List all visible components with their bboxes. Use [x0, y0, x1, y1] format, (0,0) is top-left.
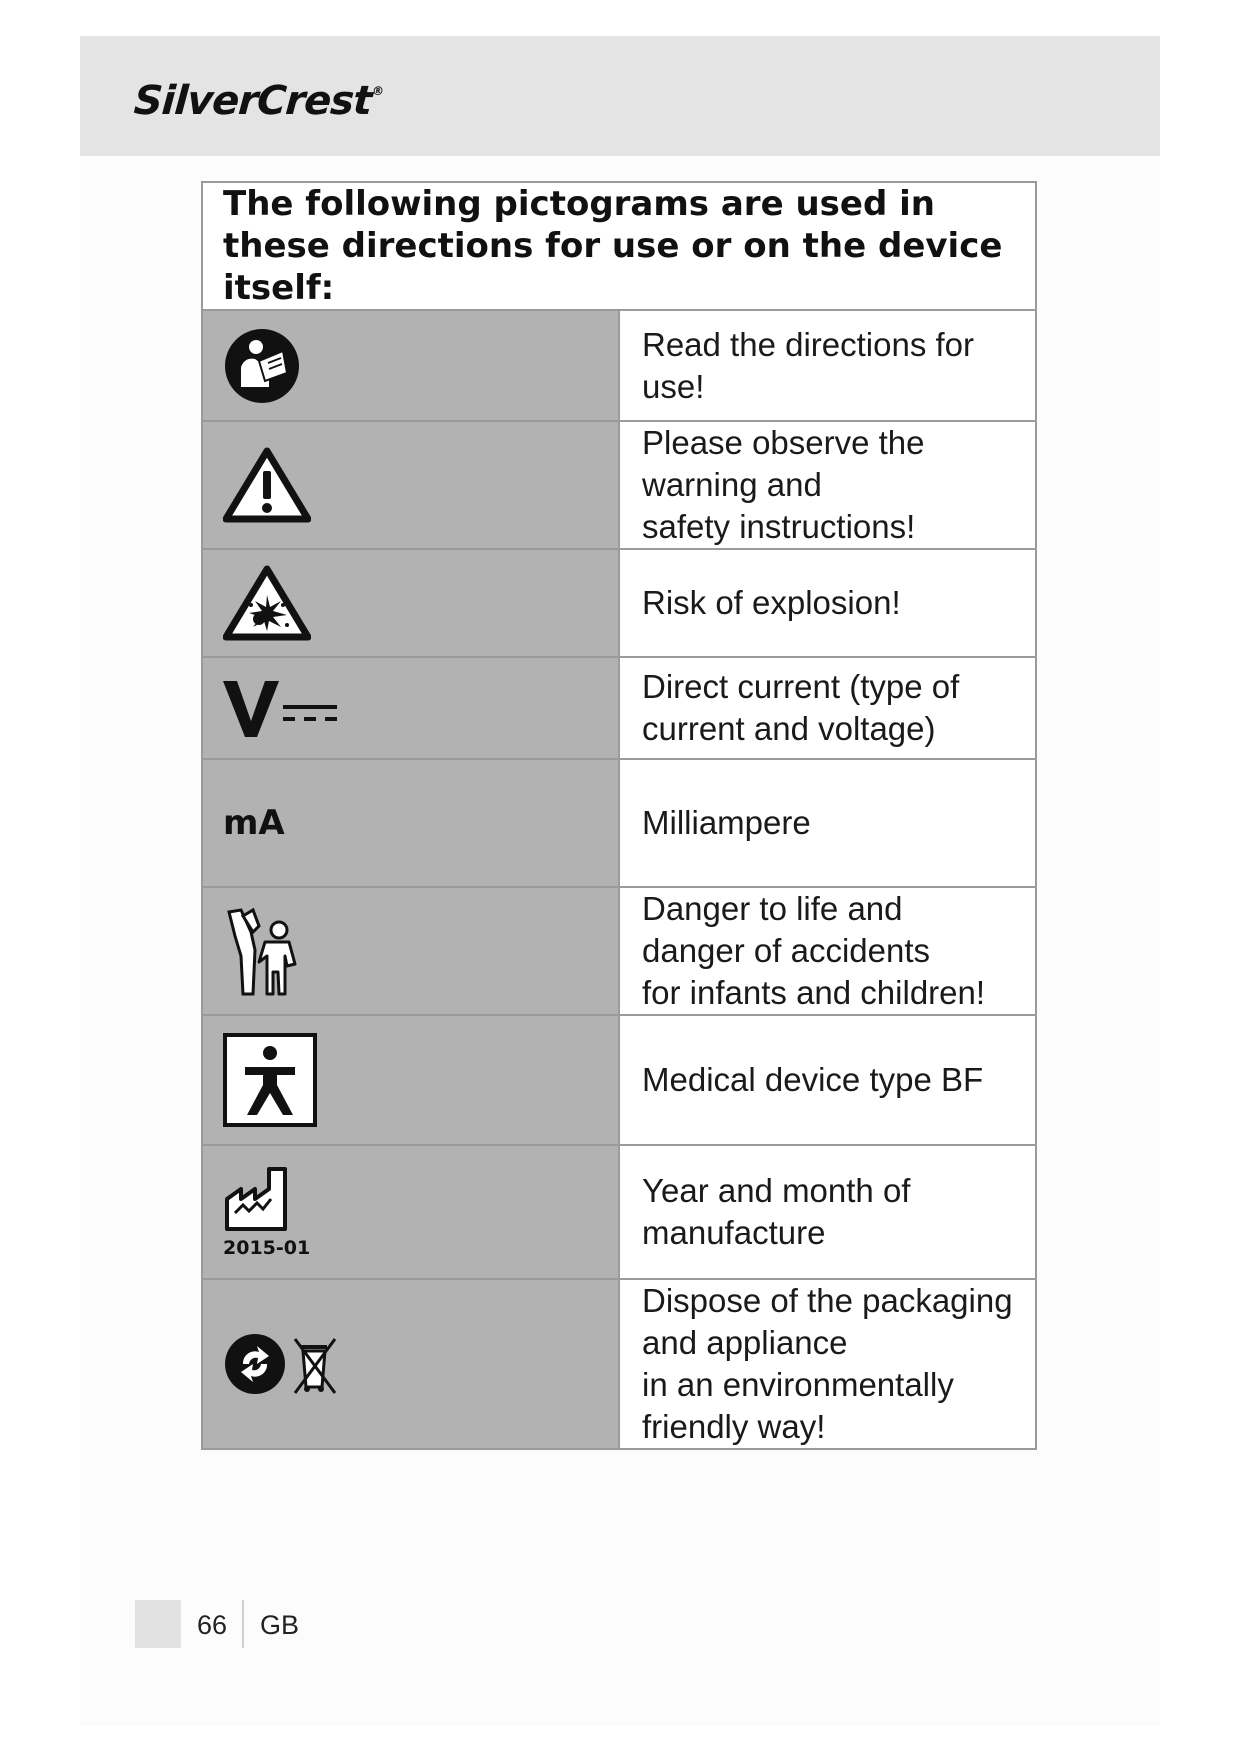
footer-tab	[135, 1600, 181, 1648]
table-row	[202, 1015, 1036, 1145]
bf-applied-part-icon	[223, 1033, 317, 1127]
explosion-hazard-icon	[223, 565, 311, 641]
description-line: Danger to life and danger of accidents	[642, 890, 931, 969]
pictogram-description: Direct current (type of current and voltage)	[619, 657, 1036, 759]
icon-cell	[202, 421, 619, 549]
icon-cell	[202, 1015, 619, 1145]
table-row	[202, 421, 1036, 549]
pictogram-description: Read the directions for use!	[619, 310, 1036, 421]
icon-cell	[202, 657, 619, 759]
pictogram-description	[619, 1279, 1036, 1449]
table-intro: The following pictograms are used in these directions for use or on the device itself:	[202, 182, 1036, 310]
table-row	[202, 1279, 1036, 1449]
brand-logo	[132, 78, 384, 124]
milliampere-symbol: mA	[223, 803, 285, 843]
description-line: safety instructions!	[642, 508, 916, 545]
green-dot-icon	[225, 1334, 285, 1394]
pictogram-description: Year and month of manufacture	[619, 1145, 1036, 1279]
description-line: for infants and children!	[642, 974, 986, 1011]
pictogram-description: Risk of explosion!	[619, 549, 1036, 657]
description-line: in an environmentally friendly way!	[642, 1366, 954, 1445]
table-row	[202, 549, 1036, 657]
icon-cell	[202, 549, 619, 657]
pictogram-description: Medical device type BF	[619, 1015, 1036, 1145]
pictogram-table	[201, 181, 1037, 1450]
read-manual-icon	[223, 327, 301, 405]
description-line: Please observe the warning and	[642, 424, 925, 503]
description-line: Dispose of the packaging and appliance	[642, 1282, 1013, 1361]
icon-cell	[202, 310, 619, 421]
icon-cell	[202, 887, 619, 1015]
manufacture-date-icon	[223, 1165, 289, 1231]
brand-name: SilverCrest	[132, 78, 373, 124]
brand-trademark: ®	[371, 84, 384, 98]
direct-current-icon	[223, 677, 339, 739]
footer-divider	[242, 1600, 244, 1648]
crossed-bin-icon	[295, 1339, 335, 1393]
child-danger-icon	[223, 906, 299, 996]
table-row	[202, 657, 1036, 759]
recycling-disposal-icon	[223, 1331, 345, 1397]
table-row	[202, 1145, 1036, 1279]
table-row	[202, 887, 1036, 1015]
table-row	[202, 759, 1036, 887]
pictogram-description: Milliampere	[619, 759, 1036, 887]
table-header-row	[202, 182, 1036, 310]
manufacture-date-label: 2015-01	[223, 1237, 311, 1259]
language-code: GB	[260, 1610, 300, 1640]
icon-cell	[202, 759, 619, 887]
table-row	[202, 310, 1036, 421]
icon-cell	[202, 1279, 619, 1449]
page-number: 66	[197, 1610, 228, 1640]
pictogram-description	[619, 887, 1036, 1015]
pictogram-description	[619, 421, 1036, 549]
warning-triangle-icon	[223, 447, 311, 523]
icon-cell	[202, 1145, 619, 1279]
